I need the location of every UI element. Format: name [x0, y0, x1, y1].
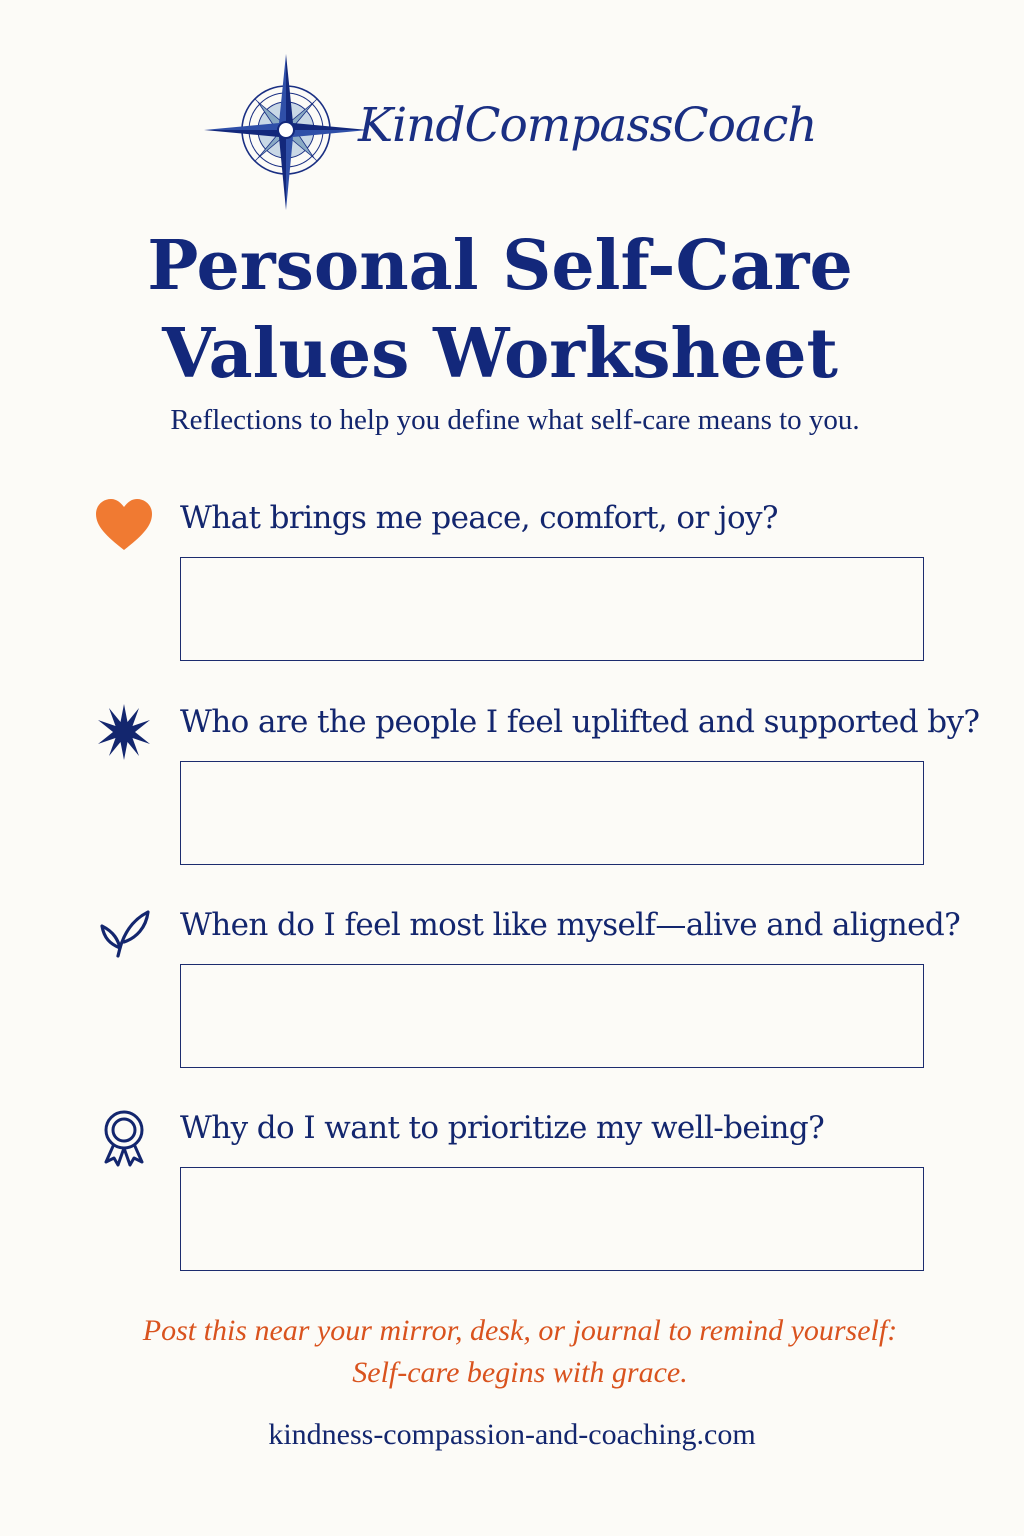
- question-2-text: Who are the people I feel uplifted and supported by?: [180, 704, 980, 740]
- website-url: kindness-compassion-and-coaching.com: [268, 1418, 756, 1451]
- reminder-line-1: Post this near your mirror, desk, or journal to remind yourself:: [142, 1314, 898, 1347]
- answer-field-2[interactable]: [180, 761, 924, 865]
- compass-icon: [200, 50, 370, 215]
- page-subtitle: Reflections to help you define what self-care means to you.: [170, 404, 860, 436]
- title-line-2: Values Worksheet: [162, 314, 838, 394]
- reminder-line-2: Self-care begins with grace.: [352, 1356, 688, 1389]
- question-4-text: Why do I want to prioritize my well-being?: [180, 1110, 825, 1146]
- answer-field-1[interactable]: [180, 557, 924, 661]
- title-line-1: Personal Self-Care: [147, 226, 853, 306]
- brand-logo: [200, 50, 840, 220]
- heart-icon: [94, 496, 154, 556]
- sprout-icon: [94, 904, 154, 964]
- question-1-text: What brings me peace, comfort, or joy?: [180, 500, 778, 536]
- answer-field-4[interactable]: [180, 1167, 924, 1271]
- brand-name: KindCompassCoach: [358, 98, 817, 153]
- starburst-icon: [94, 702, 154, 762]
- answer-field-3[interactable]: [180, 964, 924, 1068]
- question-3-text: When do I feel most like myself—alive and aligned?: [180, 907, 961, 943]
- reminder-note: [0, 1310, 1024, 1394]
- award-ribbon-icon: [94, 1108, 154, 1168]
- page-title: [0, 222, 1000, 398]
